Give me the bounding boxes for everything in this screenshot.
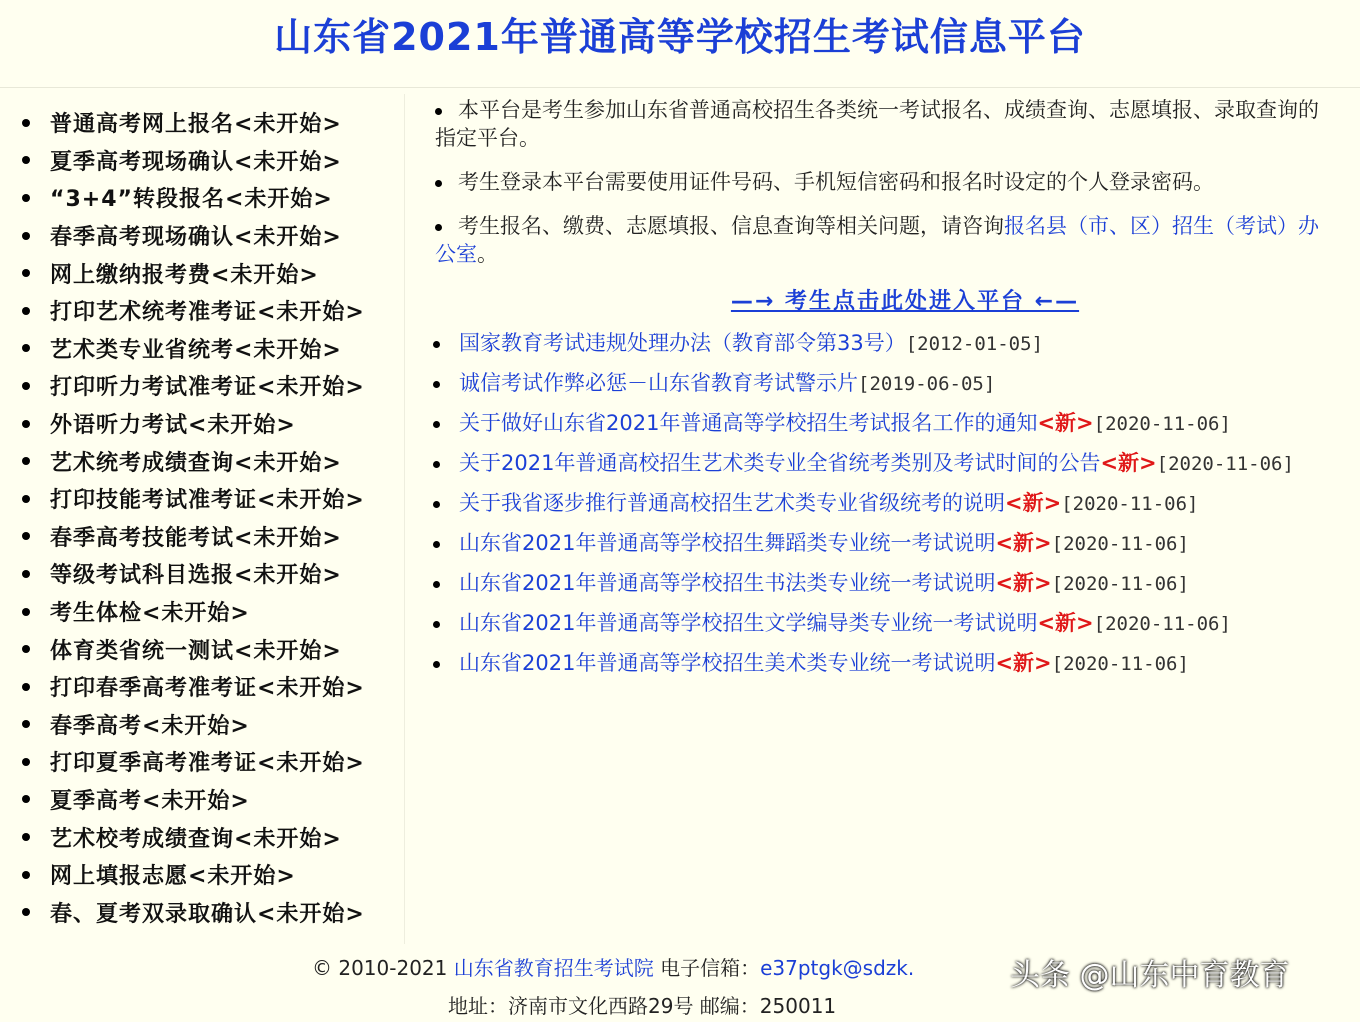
sidebar-item-link[interactable]: 春季高考现场确认<未开始> <box>50 225 342 251</box>
sidebar-item-link[interactable]: 艺术类专业省统考<未开始> <box>50 337 342 363</box>
news-date: [2020-11-06] <box>1093 613 1231 635</box>
email-label: 电子信箱： <box>660 956 761 980</box>
bullet-icon <box>22 307 30 315</box>
watermark: 头条 @山东中育教育 <box>1010 958 1290 993</box>
bullet-icon <box>22 457 30 465</box>
bullet-icon <box>433 541 440 548</box>
sidebar-item[interactable] <box>22 555 404 593</box>
intro-text-1: 本平台是考生参加山东省普通高校招生各类统一考试报名、成绩查询、志愿填报、录取查询的指定平台。 <box>435 98 1319 150</box>
bullet-icon <box>22 495 30 503</box>
news-date: [2012-01-05] <box>905 333 1044 355</box>
new-badge: <新> <box>1037 611 1094 635</box>
sidebar-item[interactable] <box>22 442 404 480</box>
sidebar-item[interactable] <box>22 593 404 631</box>
footer-line-1 <box>312 952 914 981</box>
footer-address: 地址：济南市文化西路29号 邮编：250011 <box>448 994 837 1018</box>
sidebar-item-link[interactable]: 网上填报志愿<未开始> <box>50 864 296 890</box>
new-badge: <新> <box>1100 451 1157 475</box>
sidebar-item[interactable] <box>22 330 404 368</box>
news-item <box>433 409 1325 438</box>
news-link[interactable]: 山东省2021年普通高等学校招生书法类专业统一考试说明 <box>459 571 996 595</box>
sidebar-item-link[interactable]: 考生体检<未开始> <box>50 601 250 627</box>
sidebar-item[interactable] <box>22 893 404 931</box>
bullet-icon <box>22 758 30 766</box>
news-date: [2020-11-06] <box>1093 413 1231 435</box>
bullet-icon <box>435 108 442 115</box>
sidebar-item[interactable] <box>22 217 404 255</box>
sidebar-item-link[interactable]: 春季高考技能考试<未开始> <box>50 525 342 551</box>
bullet-icon <box>433 661 440 668</box>
news-link[interactable]: 国家教育考试违规处理办法（教育部令第33号） <box>459 331 906 355</box>
sidebar-item[interactable] <box>22 781 404 819</box>
sidebar-item[interactable] <box>22 743 404 781</box>
header <box>0 0 1360 88</box>
news-item <box>433 649 1325 678</box>
news-item <box>433 449 1325 478</box>
news-item <box>433 489 1325 518</box>
bullet-icon <box>22 119 30 127</box>
news-date: [2020-11-06] <box>1051 653 1189 675</box>
new-badge: <新> <box>995 531 1052 555</box>
sidebar-item-link[interactable]: 打印技能考试准考证<未开始> <box>50 488 365 514</box>
bullet-icon <box>433 581 440 588</box>
intro-paragraph-2 <box>425 168 1325 196</box>
news-link[interactable]: 关于我省逐步推行普通高校招生艺术类专业省级统考的说明 <box>459 491 1005 515</box>
news-link[interactable]: 诚信考试作弊必惩－山东省教育考试警示片 <box>459 371 858 395</box>
sidebar-item-link[interactable]: 体育类省统一测试<未开始> <box>50 638 342 664</box>
news-date: [2020-11-06] <box>1051 573 1189 595</box>
intro-paragraph-3 <box>425 212 1325 268</box>
sidebar-item-link[interactable]: 打印听力考试准考证<未开始> <box>50 375 365 401</box>
sidebar-item[interactable] <box>22 367 404 405</box>
news-date: [2020-11-06] <box>1156 453 1294 475</box>
bullet-icon <box>22 420 30 428</box>
sidebar-item[interactable] <box>22 254 404 292</box>
sidebar <box>0 94 405 944</box>
bullet-icon <box>22 344 30 352</box>
sidebar-item[interactable] <box>22 630 404 668</box>
sidebar-item[interactable] <box>22 818 404 856</box>
email-link[interactable]: e37ptgk@sdzk. <box>760 956 915 980</box>
enter-platform-link[interactable]: —→ 考生点击此处进入平台 ←— <box>730 289 1080 314</box>
sidebar-item[interactable] <box>22 856 404 894</box>
bullet-icon <box>22 645 30 653</box>
news-link[interactable]: 山东省2021年普通高等学校招生舞蹈类专业统一考试说明 <box>459 531 996 555</box>
news-link[interactable]: 山东省2021年普通高等学校招生美术类专业统一考试说明 <box>459 651 996 675</box>
bullet-icon <box>22 194 30 202</box>
bullet-icon <box>22 532 30 540</box>
intro-text-3: 考生报名、缴费、志愿填报、信息查询等相关问题，请咨询 <box>458 214 1004 238</box>
bullet-icon <box>433 341 440 348</box>
sidebar-item-link[interactable]: “3+4”转段报名<未开始> <box>50 187 333 213</box>
sidebar-item-link[interactable]: 外语听力考试<未开始> <box>50 413 296 439</box>
site-title: 山东省2021年普通高等学校招生考试信息平台 <box>274 15 1086 59</box>
sidebar-item-link[interactable]: 打印艺术统考准考证<未开始> <box>50 300 365 326</box>
bullet-icon <box>433 461 440 468</box>
new-badge: <新> <box>995 571 1052 595</box>
sidebar-item[interactable] <box>22 179 404 217</box>
sidebar-item-link[interactable]: 打印春季高考准考证<未开始> <box>50 676 365 702</box>
bullet-icon <box>22 570 30 578</box>
intro <box>425 96 1325 268</box>
news-link[interactable]: 关于做好山东省2021年普通高等学校招生考试报名工作的通知 <box>459 411 1038 435</box>
bullet-icon <box>22 683 30 691</box>
sidebar-item[interactable] <box>22 142 404 180</box>
bullet-icon <box>22 382 30 390</box>
new-badge: <新> <box>995 651 1052 675</box>
news-item <box>433 569 1325 598</box>
news-link[interactable]: 山东省2021年普通高等学校招生文学编导类专业统一考试说明 <box>459 611 1038 635</box>
sidebar-list <box>0 94 404 931</box>
sidebar-item-link[interactable]: 夏季高考<未开始> <box>50 788 250 814</box>
sidebar-item[interactable] <box>22 292 404 330</box>
bullet-icon <box>435 224 442 231</box>
sidebar-item[interactable] <box>22 405 404 443</box>
bullet-icon <box>22 269 30 277</box>
intro-text-2: 考生登录本平台需要使用证件号码、手机短信密码和报名时设定的个人登录密码。 <box>458 170 1214 194</box>
sidebar-item-link[interactable]: 艺术统考成绩查询<未开始> <box>50 450 342 476</box>
bullet-icon <box>22 908 30 916</box>
bullet-icon <box>22 871 30 879</box>
sidebar-item[interactable] <box>22 706 404 744</box>
sidebar-item[interactable] <box>22 668 404 706</box>
sidebar-item-link[interactable]: 等级考试科目选报<未开始> <box>50 563 342 589</box>
news-date: [2019-06-05] <box>858 373 996 395</box>
sidebar-item[interactable] <box>22 518 404 556</box>
bullet-icon <box>433 381 440 388</box>
news-item <box>433 329 1325 358</box>
new-badge: <新> <box>1037 411 1094 435</box>
news-link[interactable]: 关于2021年普通高校招生艺术类专业全省统考类别及考试时间的公告 <box>459 451 1101 475</box>
main-content <box>425 96 1325 946</box>
sidebar-item[interactable] <box>22 480 404 518</box>
sidebar-item-link[interactable]: 普通高考网上报名<未开始> <box>50 112 342 138</box>
bullet-icon <box>433 421 440 428</box>
org-link[interactable]: 山东省教育招生考试院 <box>453 956 654 980</box>
bullet-icon <box>22 232 30 240</box>
bullet-icon <box>22 608 30 616</box>
news-date: [2020-11-06] <box>1061 493 1199 515</box>
news-item <box>433 609 1325 638</box>
sidebar-item-link[interactable]: 艺术校考成绩查询<未开始> <box>50 826 342 852</box>
copyright: © 2010-2021 <box>312 956 448 980</box>
sidebar-item-link[interactable]: 春季高考<未开始> <box>50 713 250 739</box>
sidebar-item-link[interactable]: 夏季高考现场确认<未开始> <box>50 149 342 175</box>
sidebar-item-link[interactable]: 打印夏季高考准考证<未开始> <box>50 751 365 777</box>
sidebar-item[interactable] <box>22 104 404 142</box>
local-office-link[interactable]: 报名县（市、区）招生（考试）办公室 <box>435 214 1319 266</box>
bullet-icon <box>22 720 30 728</box>
bullet-icon <box>22 833 30 841</box>
bullet-icon <box>22 156 30 164</box>
bullet-icon <box>22 795 30 803</box>
news-item <box>433 529 1325 558</box>
bullet-icon <box>433 621 440 628</box>
news-item <box>433 369 1325 398</box>
bullet-icon <box>435 180 442 187</box>
news-list <box>425 329 1325 678</box>
bullet-icon <box>433 501 440 508</box>
sidebar-item-link[interactable]: 网上缴纳报考费<未开始> <box>50 262 319 288</box>
sidebar-item-link[interactable]: 春、夏考双录取确认<未开始> <box>50 901 365 927</box>
new-badge: <新> <box>1005 491 1062 515</box>
intro-paragraph-1 <box>425 96 1325 152</box>
intro-text-3-end: 。 <box>477 242 498 266</box>
news-date: [2020-11-06] <box>1051 533 1189 555</box>
